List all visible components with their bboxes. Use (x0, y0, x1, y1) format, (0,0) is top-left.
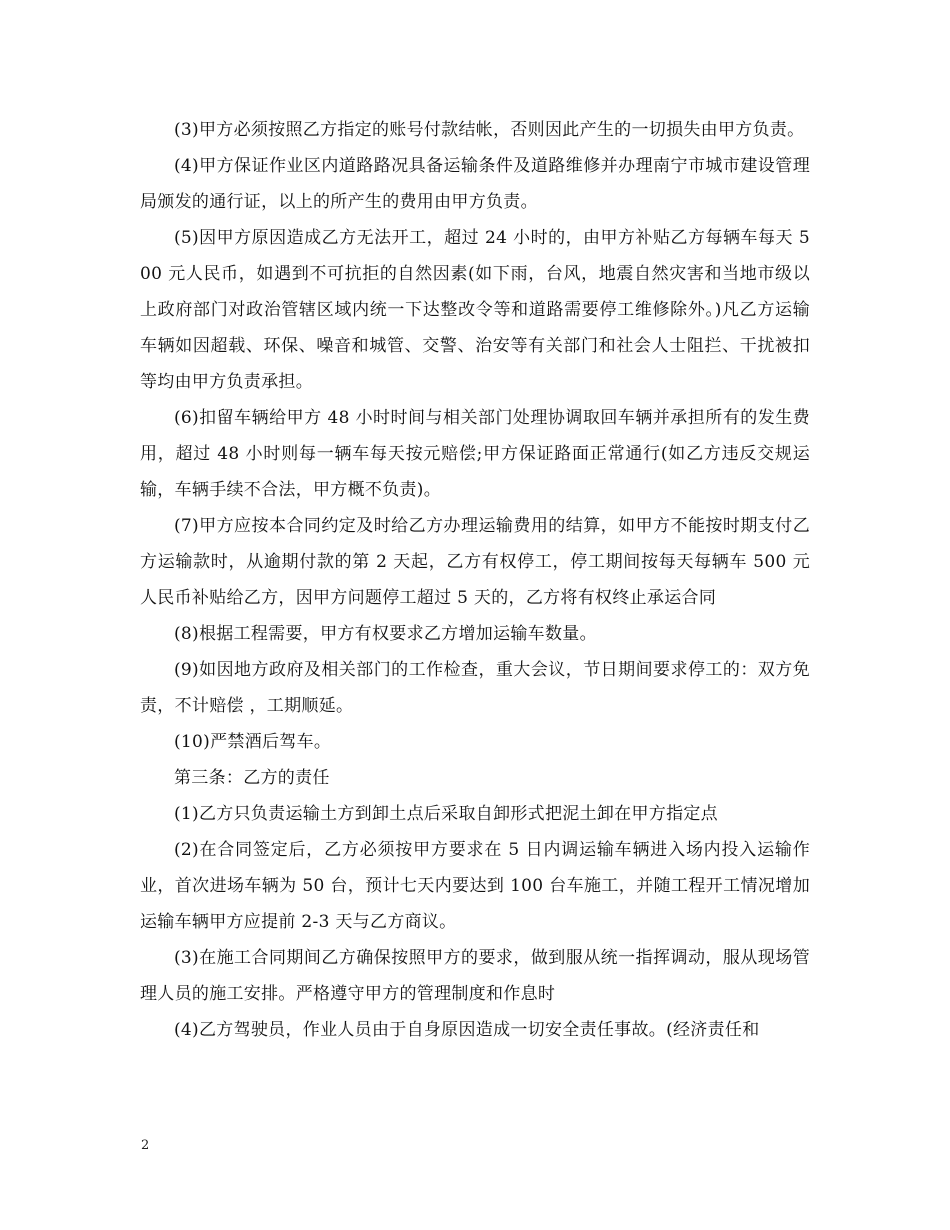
paragraph-clause-9: (9)如因地方政府及相关部门的工作检查，重大会议，节日期间要求停工的：双方免责，不计赔偿 ，工期顺延。 (140, 660, 810, 716)
paragraph-party-b-2: (2)在合同签定后，乙方必须按甲方要求在 5 日内调运输车辆进入场内投入运输作业，首次进场车辆为 50 台，预计七天内要达到 100 台车施工，并随工程开工情况增加运输车辆甲方应提前 2-3 天与乙方商议。 (140, 840, 810, 932)
paragraph-clause-10: (10)严禁酒后驾车。 (174, 732, 332, 752)
paragraph-clause-3: (3)甲方必须按照乙方指定的账号付款结帐，否则因此产生的一切损失由甲方负责。 (174, 120, 805, 140)
paragraph-clause-6: (6)扣留车辆给甲方 48 小时时间与相关部门处理协调取回车辆并承担所有的发生费用，超过 48 小时则每一辆车每天按元赔偿;甲方保证路面正常通行(如乙方违反交规运输，车辆手续不合法，甲方概不负责)。 (140, 408, 810, 500)
section-heading-article-3: 第三条：乙方的责任 (174, 768, 330, 788)
paragraph-clause-4: (4)甲方保证作业区内道路路况具备运输条件及道路维修并办理南宁市城市建设管理局颁发的通行证，以上的所产生的费用由甲方负责。 (140, 156, 810, 212)
paragraph-party-b-1: (1)乙方只负责运输土方到卸土点后采取自卸形式把泥土卸在甲方指定点 (174, 804, 718, 824)
page-number: 2 (141, 1138, 150, 1153)
paragraph-clause-7: (7)甲方应按本合同约定及时给乙方办理运输费用的结算，如甲方不能按时期支付乙方运输款时，从逾期付款的第 2 天起，乙方有权停工，停工期间按每天每辆车 500 元人民币补贴给乙方，因甲方问题停工超过 5 天的，乙方将有权终止承运合同 (140, 516, 810, 608)
paragraph-party-b-4: (4)乙方驾驶员，作业人员由于自身原因造成一切安全责任事故。(经济责任和 (174, 1020, 760, 1040)
paragraph-clause-5: (5)因甲方原因造成乙方无法开工，超过 24 小时的，由甲方补贴乙方每辆车每天 500 元人民币，如遇到不可抗拒的自然因素(如下雨，台风，地震自然灾害和当地市级以上政府部门对政治管辖区域内统一下达整改令等和道路需要停工维修除外。)凡乙方运输车辆如因超载、环保、噪音和城管、交警、治安等有关部门和社会人士阻拦、干扰被扣等均由甲方负责承担。 (140, 228, 810, 392)
paragraph-clause-8: (8)根据工程需要，甲方有权要求乙方增加运输车数量。 (174, 624, 597, 644)
paragraph-party-b-3: (3)在施工合同期间乙方确保按照甲方的要求，做到服从统一指挥调动，服从现场管理人员的施工安排。严格遵守甲方的管理制度和作息时 (140, 948, 810, 1004)
document-body (140, 112, 810, 1048)
